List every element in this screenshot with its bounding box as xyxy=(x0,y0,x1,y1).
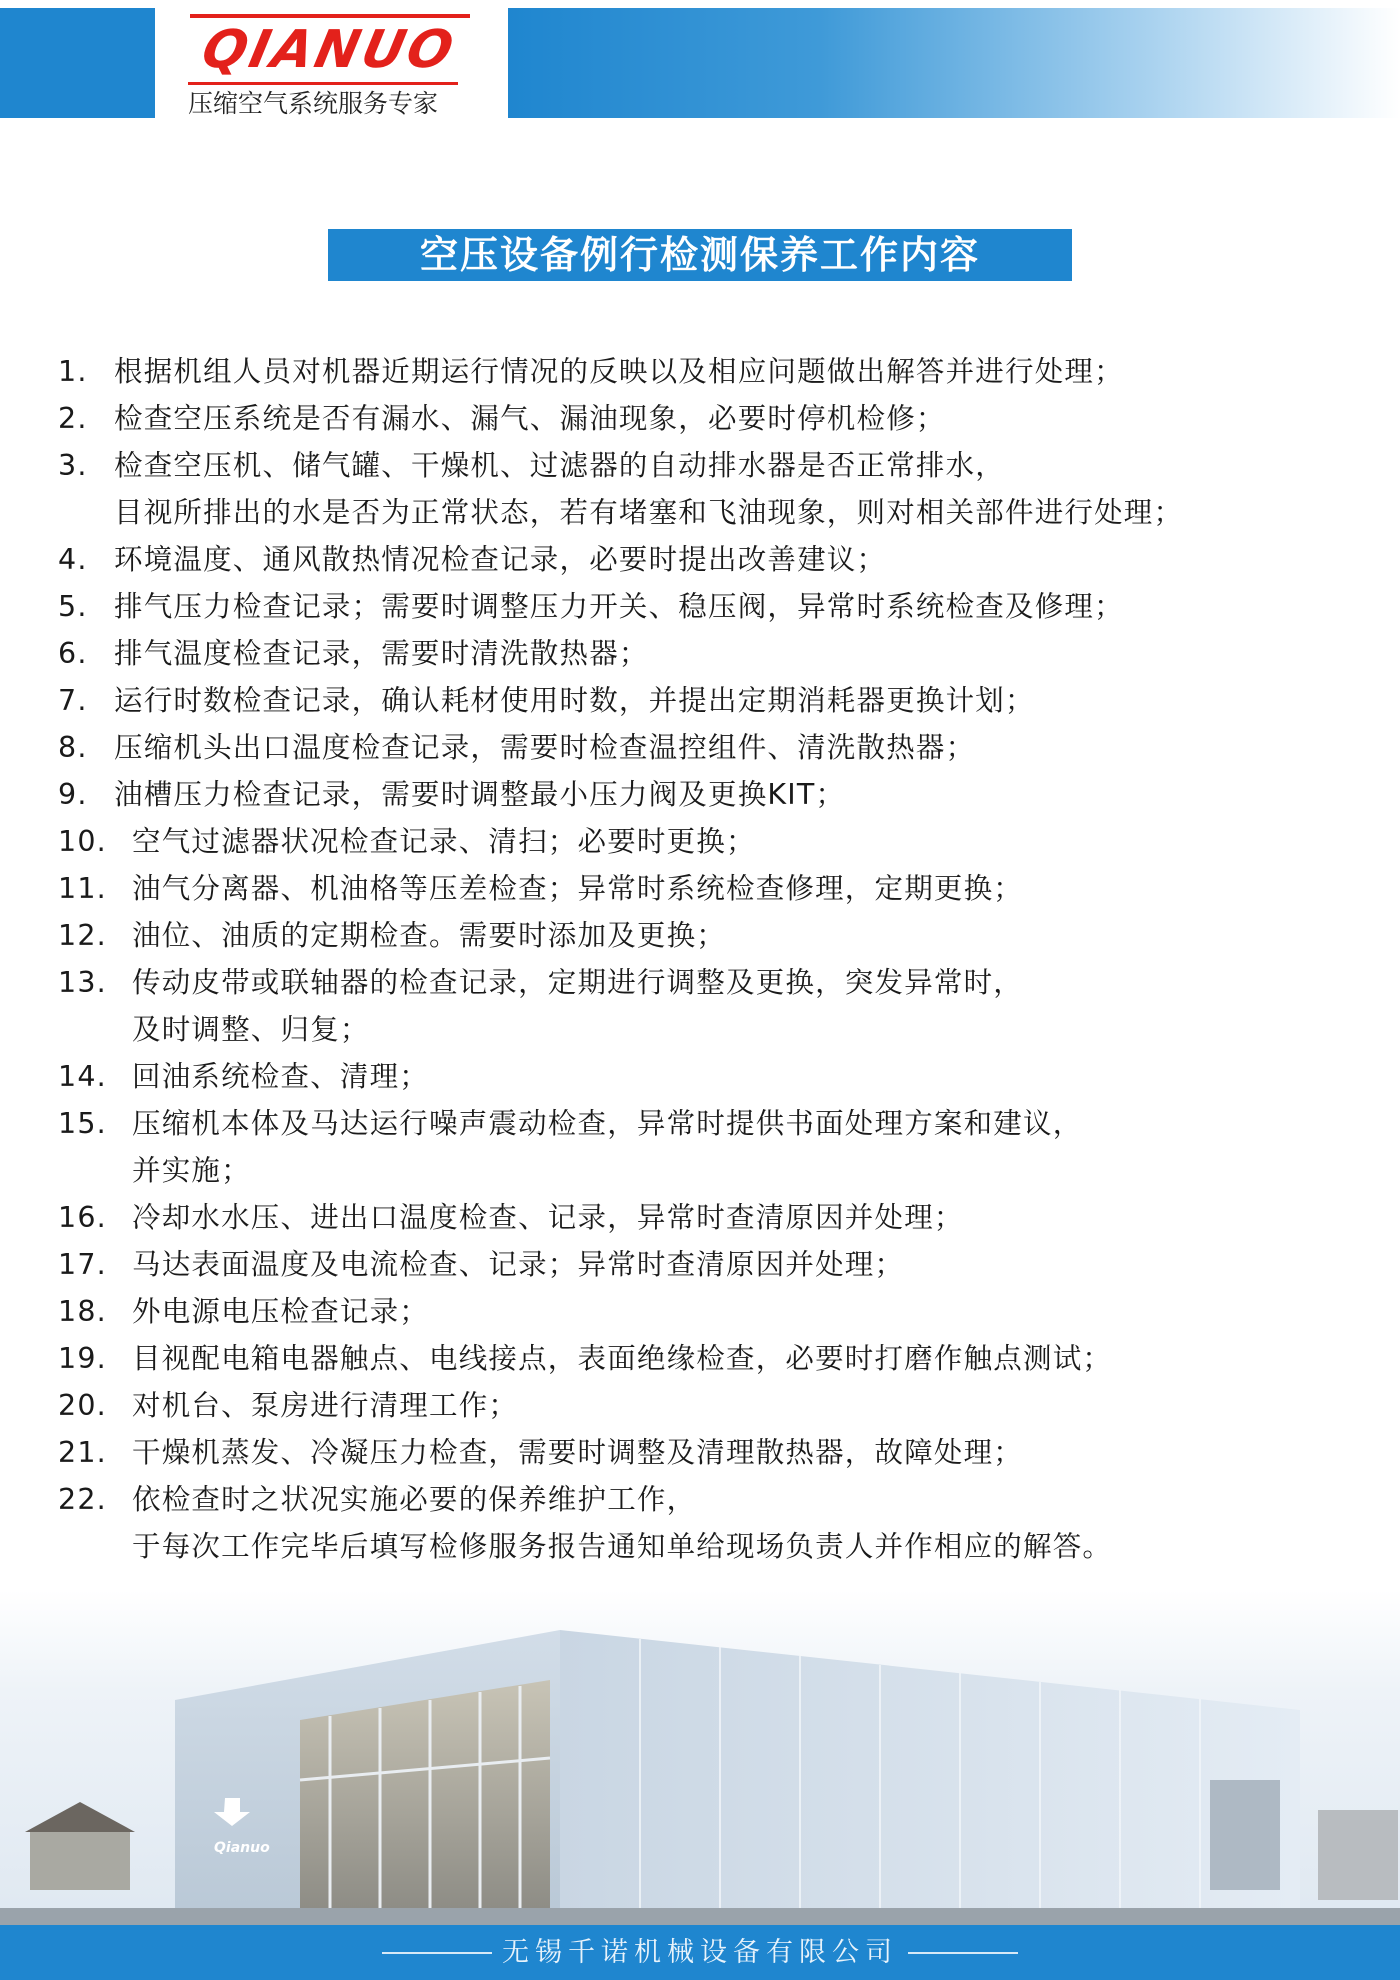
list-item xyxy=(58,348,1358,395)
list-item xyxy=(58,1288,1358,1335)
footer-company-name: 无锡千诺机械设备有限公司 xyxy=(502,1937,898,1968)
item-number: 15. xyxy=(58,1107,107,1140)
item-text: 压缩机本体及马达运行噪声震动检查，异常时提供书面处理方案和建议， xyxy=(132,1107,1083,1140)
hall-right-facade xyxy=(560,1630,1300,1920)
list-item xyxy=(58,959,1358,1053)
list-item xyxy=(58,1053,1358,1100)
item-text: 回油系统检查、清理； xyxy=(132,1060,430,1093)
item-text: 排气压力检查记录；需要时调整压力开关、稳压阀，异常时系统检查及修理； xyxy=(114,590,1124,623)
item-number: 16. xyxy=(58,1201,107,1234)
list-item xyxy=(58,1241,1358,1288)
item-text: 油位、油质的定期检查。需要时添加及更换； xyxy=(132,919,727,952)
footer-bar xyxy=(0,1925,1400,1980)
item-number: 5. xyxy=(58,590,88,623)
background-roof xyxy=(25,1802,135,1832)
item-text: 检查空压系统是否有漏水、漏气、漏油现象，必要时停机检修； xyxy=(114,402,946,435)
item-number: 20. xyxy=(58,1389,107,1422)
logo-bottom-rule xyxy=(188,82,458,85)
header-right-gradient-bar xyxy=(508,8,1400,118)
item-number: 18. xyxy=(58,1295,107,1328)
item-number: 3. xyxy=(58,449,88,482)
item-text: 运行时数检查记录，确认耗材使用时数，并提出定期消耗器更换计划； xyxy=(114,684,1035,717)
background-building xyxy=(1318,1810,1398,1900)
item-text: 根据机组人员对机器近期运行情况的反映以及相应问题做出解答并进行处理； xyxy=(114,355,1124,388)
item-text: 空气过滤器状况检查记录、清扫；必要时更换； xyxy=(132,825,756,858)
list-item xyxy=(58,677,1358,724)
list-item xyxy=(58,818,1358,865)
item-number: 12. xyxy=(58,919,107,952)
ground xyxy=(0,1908,1400,1925)
item-number: 9. xyxy=(58,778,88,811)
item-number: 14. xyxy=(58,1060,107,1093)
item-text: 压缩机头出口温度检查记录，需要时检查温控组件、清洗散热器； xyxy=(114,731,976,764)
item-number: 4. xyxy=(58,543,88,576)
item-text-continuation: 目视所排出的水是否为正常状态，若有堵塞和飞油现象，则对相关部件进行处理； xyxy=(114,496,1184,529)
list-item xyxy=(58,724,1358,771)
item-number: 17. xyxy=(58,1248,107,1281)
item-number: 13. xyxy=(58,966,107,999)
list-item xyxy=(58,865,1358,912)
building-sign-text: Qianuo xyxy=(214,1840,270,1856)
item-text: 目视配电箱电器触点、电线接点，表面绝缘检查，必要时打磨作触点测试； xyxy=(132,1342,1113,1375)
header-left-accent-bar xyxy=(0,8,155,118)
item-number: 19. xyxy=(58,1342,107,1375)
list-item xyxy=(58,442,1358,536)
list-item xyxy=(58,1335,1358,1382)
item-number: 2. xyxy=(58,402,88,435)
list-item xyxy=(58,912,1358,959)
logo-wordmark: QIANUO xyxy=(196,20,462,80)
list-item xyxy=(58,536,1358,583)
item-number: 6. xyxy=(58,637,88,670)
list-item xyxy=(58,1100,1358,1194)
item-text: 冷却水水压、进出口温度检查、记录，异常时查清原因并处理； xyxy=(132,1201,964,1234)
item-text-continuation: 并实施； xyxy=(132,1154,251,1187)
list-item xyxy=(58,395,1358,442)
item-number: 1. xyxy=(58,355,88,388)
glass-entrance xyxy=(300,1680,550,1920)
item-text: 环境温度、通风散热情况检查记录，必要时提出改善建议； xyxy=(114,543,887,576)
item-number: 21. xyxy=(58,1436,107,1469)
item-text: 干燥机蒸发、冷凝压力检查，需要时调整及清理散热器，故障处理； xyxy=(132,1436,1024,1469)
item-number: 7. xyxy=(58,684,88,717)
item-text: 马达表面温度及电流检查、记录；异常时查清原因并处理； xyxy=(132,1248,905,1281)
building-photo xyxy=(0,1590,1400,1925)
item-number: 22. xyxy=(58,1483,107,1516)
item-text: 油气分离器、机油格等压差检查；异常时系统检查修理，定期更换； xyxy=(132,872,1024,905)
logo-slogan: 压缩空气系统服务专家 xyxy=(188,89,439,118)
list-item xyxy=(58,1194,1358,1241)
background-house xyxy=(30,1830,130,1890)
logo-top-rule xyxy=(190,14,470,18)
item-text: 油槽压力检查记录，需要时调整最小压力阀及更换KIT； xyxy=(114,778,846,811)
item-number: 11. xyxy=(58,872,107,905)
list-item xyxy=(58,583,1358,630)
list-item xyxy=(58,771,1358,818)
item-text-continuation: 及时调整、归复； xyxy=(132,1013,370,1046)
company-logo xyxy=(188,14,470,120)
list-item xyxy=(58,630,1358,677)
item-text: 外电源电压检查记录； xyxy=(132,1295,430,1328)
item-text: 传动皮带或联轴器的检查记录，定期进行调整及更换，突发异常时， xyxy=(132,966,1024,999)
list-item xyxy=(58,1382,1358,1429)
side-door xyxy=(1210,1780,1280,1890)
item-number: 10. xyxy=(58,825,107,858)
list-item xyxy=(58,1476,1358,1570)
page-title: 空压设备例行检测保养工作内容 xyxy=(328,229,1072,281)
maintenance-item-list xyxy=(58,348,1358,1570)
item-text: 对机台、泵房进行清理工作； xyxy=(132,1389,519,1422)
item-number: 8. xyxy=(58,731,88,764)
item-text-continuation: 于每次工作完毕后填写检修服务报告通知单给现场负责人并作相应的解答。 xyxy=(132,1530,1113,1563)
building-illustration xyxy=(0,1590,1400,1925)
item-text: 排气温度检查记录，需要时清洗散热器； xyxy=(114,637,649,670)
item-text: 检查空压机、储气罐、干燥机、过滤器的自动排水器是否正常排水， xyxy=(114,449,1006,482)
list-item xyxy=(58,1429,1358,1476)
item-text: 依检查时之状况实施必要的保养维护工作， xyxy=(132,1483,697,1516)
